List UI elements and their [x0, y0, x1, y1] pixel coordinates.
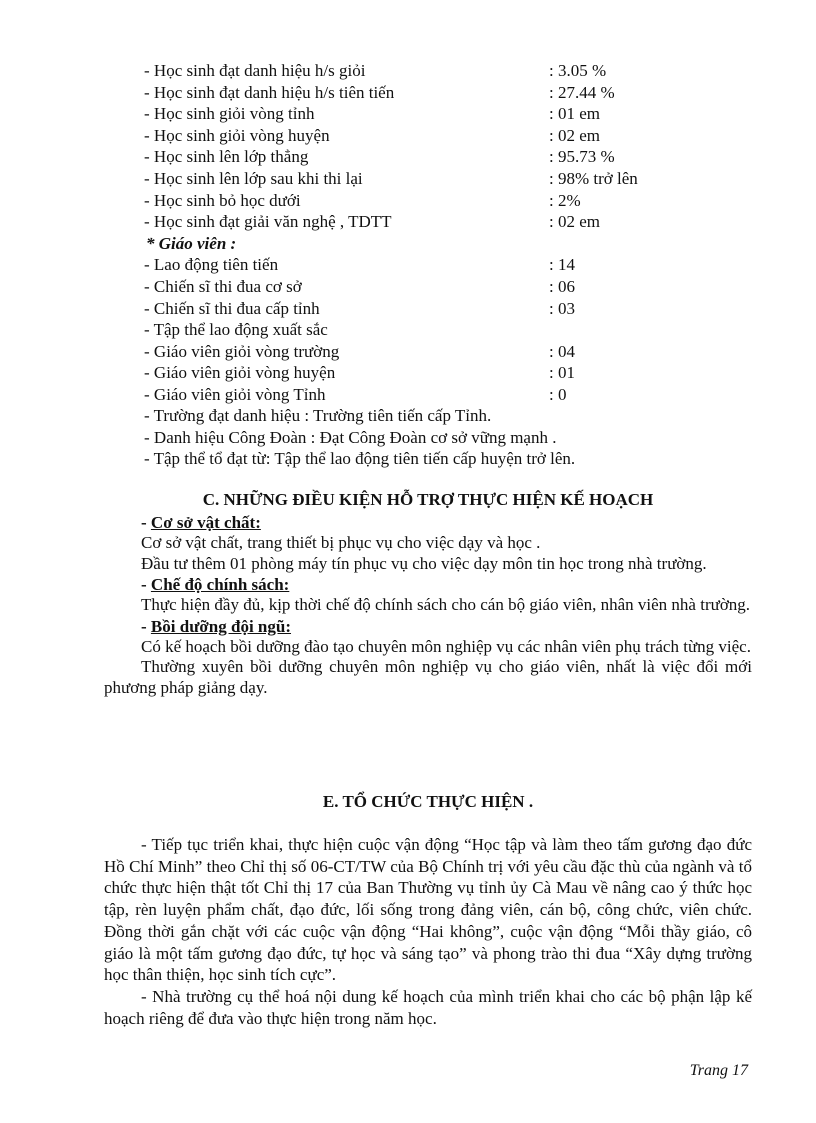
- item-label: - Học sinh lên lớp sau khi thi lại: [144, 168, 363, 188]
- list-item: [144, 211, 704, 233]
- list-item: [144, 125, 704, 147]
- list-item: [144, 341, 704, 363]
- list-item: [144, 254, 704, 276]
- paragraph: Đầu tư thêm 01 phòng máy tín phục vụ cho việc dạy môn tin học trong nhà trường.: [141, 553, 707, 573]
- training-subheading: - Bồi dưỡng đội ngũ:: [141, 616, 292, 636]
- paragraph: - Nhà trường cụ thể hoá nội dung kế hoạch của mình triển khai cho các bộ phận lập kế hoạch riêng để đưa vào thực hiện trong năm học.: [104, 986, 752, 1028]
- list-item: [144, 82, 704, 104]
- item-value: : 01: [549, 363, 575, 383]
- item-value: : 98% trở lên: [549, 168, 638, 188]
- note-line: - Trường đạt danh hiệu : Trường tiên tiến cấp Tỉnh.: [144, 406, 492, 425]
- item-label: - Chiến sĩ thi đua cơ sở: [144, 276, 302, 296]
- paragraph: - Tiếp tục triển khai, thực hiện cuộc vận động “Học tập và làm theo tấm gương đạo đức Hồ Chí Minh” theo Chỉ thị số 06-CT/TW của Bộ Chính trị với yêu cầu đặc thù của ngành và tổ chức thực hiện thật tốt Chỉ thị 17 của Ban Thường vụ tỉnh ủy Cà Mau về nâng cao ý thức học tập, rèn luyện phẩm chất, đạo đức, lối sống trong đảng viên, cán bộ, công chức, viên chức. Đồng thời gắn chặt với các cuộc vận động “Hai không”, cuộc vận động “Mỗi thầy giáo, cô giáo là một tấm gương đạo đức, tự học và sáng tạo” và phong trào thi đua “Xây dựng trường học thân thiện, học sinh tích cực”.: [104, 835, 752, 985]
- item-value: : 06: [549, 276, 575, 296]
- item-label: - Học sinh bỏ học dưới: [144, 190, 301, 210]
- item-label: - Giáo viên giỏi vòng Tỉnh: [144, 384, 326, 404]
- achievement-list: [144, 60, 704, 406]
- section-e-body: [104, 834, 752, 1029]
- recognition-notes: [144, 405, 764, 470]
- note-line: - Danh hiệu Công Đoàn : Đạt Công Đoàn cơ sở vững mạnh .: [144, 427, 557, 447]
- paragraph: Thực hiện đầy đủ, kịp thời chế độ chính sách cho cán bộ giáo viên, nhân viên nhà trường.: [141, 595, 751, 614]
- page-number: Trang 17: [689, 1062, 748, 1079]
- item-label: - Học sinh giỏi vòng tỉnh: [144, 104, 315, 124]
- list-item: [144, 319, 704, 341]
- list-item: [144, 60, 704, 82]
- item-value: : 0: [549, 384, 567, 404]
- item-value: : 02 em: [549, 212, 600, 232]
- section-e-title: E. TỔ CHỨC THỰC HIỆN .: [322, 792, 534, 811]
- item-label: - Học sinh đạt danh hiệu h/s giỏi: [144, 61, 366, 80]
- item-label: - Giáo viên giỏi vòng trường: [144, 341, 340, 361]
- paragraph: Thường xuyên bồi dưỡng chuyên môn nghiệp vụ cho giáo viên, nhất là việc đổi mới phương pháp giảng dạy.: [104, 657, 752, 697]
- item-label: - Tập thể lao động xuất sắc: [144, 320, 328, 340]
- teacher-heading: * Giáo viên :: [146, 233, 237, 253]
- list-item: [144, 298, 704, 320]
- item-label: - Học sinh giỏi vòng huyện: [144, 125, 330, 145]
- training-title: Bồi dưỡng đội ngũ:: [150, 616, 292, 636]
- item-value: : 14: [549, 255, 575, 275]
- list-item: [144, 384, 704, 406]
- item-label: - Học sinh đạt danh hiệu h/s tiên tiến: [144, 82, 395, 102]
- item-value: : 3.05 %: [549, 61, 607, 80]
- list-item: [144, 362, 704, 384]
- list-item: [144, 168, 704, 190]
- item-label: - Giáo viên giỏi vòng huyện: [144, 363, 336, 383]
- list-item: [144, 190, 704, 212]
- note-line: - Tập thể tổ đạt từ: Tập thể lao động tiên tiến cấp huyện trở lên.: [144, 449, 576, 469]
- list-item: [144, 276, 704, 298]
- section-c-title: C. NHỮNG ĐIỀU KIỆN HỖ TRỢ THỰC HIỆN KẾ HOẠCH: [202, 490, 654, 509]
- paragraph: Cơ sở vật chất, trang thiết bị phục vụ cho việc dạy và học .: [141, 533, 541, 552]
- item-value: : 04: [549, 341, 575, 361]
- item-value: : 2%: [549, 190, 581, 210]
- item-value: : 01 em: [549, 104, 600, 124]
- item-value: : 02 em: [549, 125, 600, 145]
- item-label: - Học sinh đạt giải văn nghệ , TDTT: [144, 212, 392, 232]
- list-item: [144, 146, 704, 168]
- item-value: : 03: [549, 298, 575, 318]
- facilities-title: Cơ sở vật chất:: [150, 513, 261, 532]
- policy-title: Chế độ chính sách:: [150, 575, 290, 594]
- item-value: : 27.44 %: [549, 82, 615, 102]
- list-item: [144, 103, 704, 125]
- item-label: - Lao động tiên tiến: [144, 255, 279, 275]
- facilities-subheading: - Cơ sở vật chất:: [141, 513, 261, 532]
- section-c-body: [104, 512, 752, 698]
- item-value: : 95.73 %: [549, 147, 615, 167]
- item-label: - Chiến sĩ thi đua cấp tỉnh: [144, 298, 320, 318]
- item-label: - Học sinh lên lớp thẳng: [144, 147, 309, 167]
- paragraph: Có kế hoạch bồi dưỡng đào tạo chuyên môn nghiệp vụ các nhân viên phụ trách từng việc.: [141, 636, 751, 656]
- policy-subheading: - Chế độ chính sách:: [141, 575, 290, 594]
